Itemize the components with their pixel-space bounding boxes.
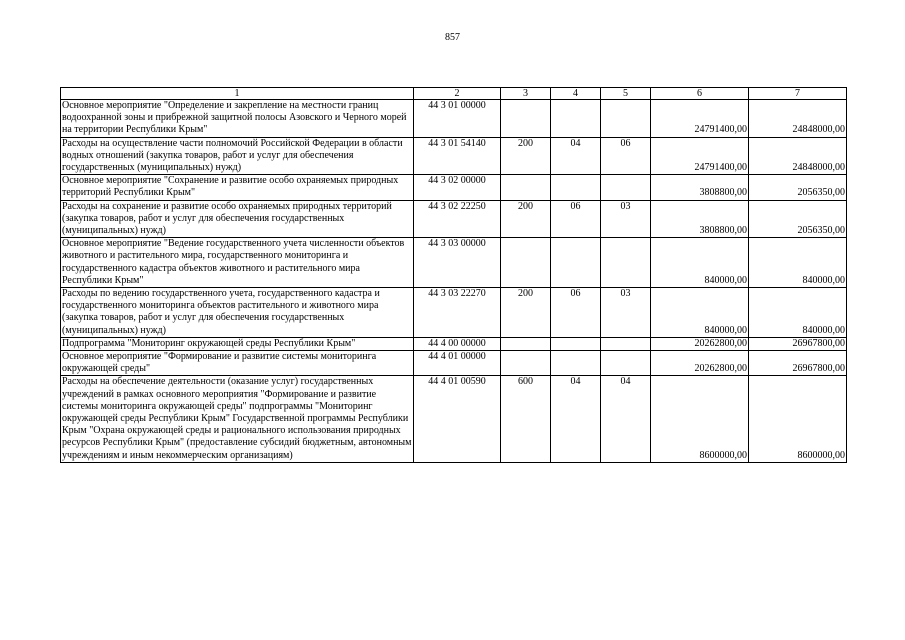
table-row	[61, 337, 847, 350]
row-sum1-cell: 20262800,00	[651, 351, 749, 376]
page-number: 857	[445, 32, 460, 43]
row-sum2-cell: 8600000,00	[749, 376, 847, 462]
table-row	[61, 175, 847, 200]
row-sum2-cell: 24848000,00	[749, 100, 847, 138]
header-cell-2: 2	[414, 88, 501, 100]
row-sum1-cell: 24791400,00	[651, 100, 749, 138]
header-cell-5: 5	[601, 88, 651, 100]
row-vr-cell	[501, 351, 551, 376]
row-sum1-cell: 840000,00	[651, 238, 749, 288]
row-sum1-cell: 3808800,00	[651, 200, 749, 238]
row-pr-cell	[601, 351, 651, 376]
table-row	[61, 288, 847, 338]
row-rz-cell: 04	[551, 376, 601, 462]
row-code-cell: 44 3 02 00000	[414, 175, 501, 200]
table-row	[61, 200, 847, 238]
row-vr-cell	[501, 337, 551, 350]
row-sum1-cell: 24791400,00	[651, 137, 749, 175]
row-name-cell: Расходы по ведению государственного учета, государственного кадастра и государственного мониторинга объектов растительного и животного мира (закупка товаров, работ и услуг для обеспечения государственных (муниципальных) нужд)	[61, 288, 414, 338]
row-vr-cell: 200	[501, 288, 551, 338]
row-code-cell: 44 3 03 22270	[414, 288, 501, 338]
row-name-cell: Основное мероприятие "Определение и закрепление на местности границ водоохранной зоны и прибрежной защитной полосы Азовского и Черного морей на территории Республики Крым"	[61, 100, 414, 138]
table-row	[61, 137, 847, 175]
row-rz-cell	[551, 337, 601, 350]
row-pr-cell	[601, 175, 651, 200]
row-vr-cell: 200	[501, 200, 551, 238]
row-rz-cell: 04	[551, 137, 601, 175]
row-code-cell: 44 4 01 00590	[414, 376, 501, 462]
row-code-cell: 44 3 01 54140	[414, 137, 501, 175]
row-sum1-cell: 8600000,00	[651, 376, 749, 462]
row-code-cell: 44 3 03 00000	[414, 238, 501, 288]
row-pr-cell	[601, 100, 651, 138]
header-cell-6: 6	[651, 88, 749, 100]
row-vr-cell: 600	[501, 376, 551, 462]
row-code-cell: 44 3 02 22250	[414, 200, 501, 238]
row-rz-cell	[551, 175, 601, 200]
row-rz-cell: 06	[551, 200, 601, 238]
row-vr-cell: 200	[501, 137, 551, 175]
row-sum1-cell: 20262800,00	[651, 337, 749, 350]
row-vr-cell	[501, 238, 551, 288]
row-sum2-cell: 2056350,00	[749, 200, 847, 238]
row-code-cell: 44 4 01 00000	[414, 351, 501, 376]
row-pr-cell	[601, 238, 651, 288]
row-name-cell: Основное мероприятие "Формирование и развитие системы мониторинга окружающей среды"	[61, 351, 414, 376]
row-code-cell: 44 4 00 00000	[414, 337, 501, 350]
table-row	[61, 351, 847, 376]
budget-table	[60, 87, 847, 463]
row-name-cell: Расходы на сохранение и развитие особо охраняемых природных территорий (закупка товаров, работ и услуг для обеспечения государственных (муниципальных) нужд)	[61, 200, 414, 238]
row-sum2-cell: 26967800,00	[749, 351, 847, 376]
row-name-cell: Подпрограмма "Мониторинг окружающей среды Республики Крым"	[61, 337, 414, 350]
row-code-cell: 44 3 01 00000	[414, 100, 501, 138]
row-rz-cell	[551, 100, 601, 138]
row-rz-cell: 06	[551, 288, 601, 338]
row-rz-cell	[551, 238, 601, 288]
row-pr-cell	[601, 337, 651, 350]
row-name-cell: Основное мероприятие "Ведение государственного учета численности объектов животного и растительного мира, государственного мониторинга и государственного кадастра объектов животного и растительного мира Республики Крым"	[61, 238, 414, 288]
header-cell-4: 4	[551, 88, 601, 100]
header-row	[61, 88, 847, 100]
row-pr-cell: 03	[601, 200, 651, 238]
row-sum2-cell: 840000,00	[749, 288, 847, 338]
row-sum1-cell: 3808800,00	[651, 175, 749, 200]
row-sum2-cell: 2056350,00	[749, 175, 847, 200]
row-rz-cell	[551, 351, 601, 376]
row-name-cell: Расходы на осуществление части полномочий Российской Федерации в области водных отношений (закупка товаров, работ и услуг для обеспечения государственных (муниципальных) нужд)	[61, 137, 414, 175]
row-vr-cell	[501, 100, 551, 138]
header-cell-3: 3	[501, 88, 551, 100]
row-vr-cell	[501, 175, 551, 200]
row-sum2-cell: 26967800,00	[749, 337, 847, 350]
table-row	[61, 100, 847, 138]
row-sum1-cell: 840000,00	[651, 288, 749, 338]
header-cell-7: 7	[749, 88, 847, 100]
row-sum2-cell: 840000,00	[749, 238, 847, 288]
header-cell-1: 1	[61, 88, 414, 100]
table-row	[61, 238, 847, 288]
row-sum2-cell: 24848000,00	[749, 137, 847, 175]
row-pr-cell: 04	[601, 376, 651, 462]
table-row	[61, 376, 847, 462]
row-name-cell: Основное мероприятие "Сохранение и развитие особо охраняемых природных территорий Республики Крым"	[61, 175, 414, 200]
row-pr-cell: 03	[601, 288, 651, 338]
row-pr-cell: 06	[601, 137, 651, 175]
row-name-cell: Расходы на обеспечение деятельности (оказание услуг) государственных учреждений в рамках основного мероприятия "Формирование и развитие системы мониторинга окружающей среды" подпрограммы "Мониторинг окружающей среды Республики Крым" Государственной программы Республики Крым "Охрана окружающей среды и рационального использования природных ресурсов Республики Крым" (предоставление субсидий бюджетным, автономным учреждениям и иным некоммерческим организациям)	[61, 376, 414, 462]
